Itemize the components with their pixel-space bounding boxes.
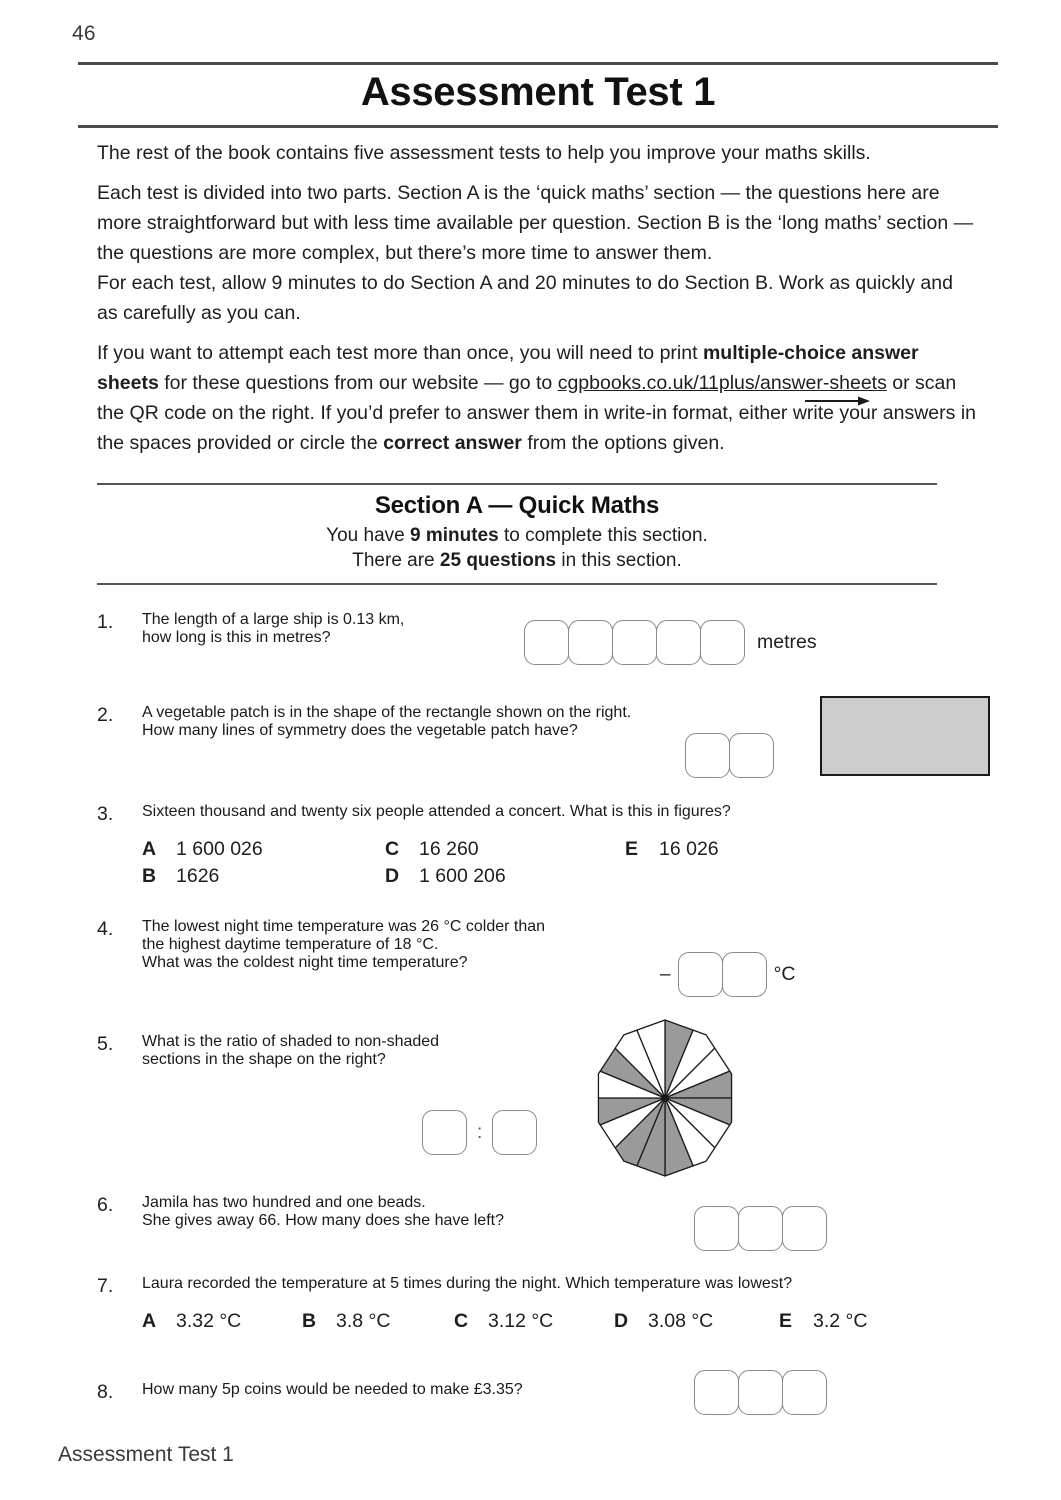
section-rule-bottom: [97, 583, 937, 585]
count-pre: There are: [352, 550, 440, 571]
option-e-letter: E: [625, 838, 639, 860]
intro-p4-line1: If you want to attempt each test more than once, you will need to print: [97, 342, 698, 364]
question-7-number: 7.: [97, 1275, 114, 1297]
question-3-options: [142, 838, 1002, 898]
answer-box[interactable]: [738, 1370, 783, 1415]
ratio-colon: :: [477, 1121, 483, 1143]
answer-box[interactable]: [568, 620, 613, 665]
question-7-options: [142, 1310, 1002, 1342]
answer-box[interactable]: [694, 1206, 739, 1251]
intro-p2-line3: — the questions are more complex, but there’s more time to answer them.: [97, 212, 974, 264]
question-2-number: 2.: [97, 704, 114, 726]
intro-p4-line4: If you’d prefer to answer them in write-in format, either write your answers: [320, 402, 956, 424]
shaded-polygon-figure: [592, 1018, 738, 1178]
question-2-text: [142, 704, 631, 740]
question-8-answer-row: [694, 1370, 827, 1415]
q8-line1: How many 5p coins would be needed to make £3.35?: [142, 1381, 523, 1398]
option-e-value: 3.2 °C: [813, 1310, 868, 1332]
question-1-unit-label: metres: [757, 631, 817, 653]
time-bold: 9 minutes: [410, 525, 499, 546]
option-b[interactable]: [142, 865, 219, 888]
question-8-number: 8.: [97, 1381, 114, 1403]
option-a-letter: A: [142, 1310, 157, 1332]
section-time-line: [97, 523, 937, 548]
vegetable-patch-rectangle-figure: [820, 696, 990, 776]
answer-sheets-bold: multiple-choice answer sheets: [97, 342, 919, 394]
option-a[interactable]: [142, 838, 263, 861]
answer-box[interactable]: [782, 1206, 827, 1251]
answer-box[interactable]: [612, 620, 657, 665]
answer-box[interactable]: [700, 620, 745, 665]
question-6-number: 6.: [97, 1194, 114, 1216]
title-rule-bottom: [78, 125, 998, 128]
option-d[interactable]: [385, 865, 506, 888]
section-a-header: [97, 492, 937, 573]
q2-line2: How many lines of symmetry does the vegetable patch have?: [142, 722, 578, 739]
page-footer: Assessment Test 1: [58, 1443, 234, 1466]
title-rule-top: [78, 62, 998, 65]
intro-p2-line2: more straightforward but with less time available per question. Section B is the ‘long maths’ section: [97, 212, 949, 234]
option-d-value: 3.08 °C: [648, 1310, 714, 1332]
section-rule-top: [97, 483, 937, 485]
time-pre: You have: [326, 525, 410, 546]
answer-box[interactable]: [524, 620, 569, 665]
ratio-box-right[interactable]: [492, 1110, 537, 1155]
intro-p1-line: The rest of the book contains five assessment tests to help you improve your maths skills.: [97, 142, 871, 164]
section-count-line: [97, 548, 937, 573]
intro-p3-line2: Work as quickly and as carefully as you can.: [97, 272, 953, 324]
option-c-value: 3.12 °C: [488, 1310, 554, 1332]
qr-arrow-icon: [805, 395, 870, 407]
question-1-answer-row: [524, 620, 817, 665]
count-post: in this section.: [556, 550, 682, 571]
option-a-value: 1 600 026: [176, 838, 263, 860]
q7-line1: Laura recorded the temperature at 5 times during the night. Which temperature was lowest?: [142, 1275, 793, 1292]
option-a-letter: A: [142, 838, 157, 860]
option-b-letter: B: [302, 1310, 317, 1332]
question-4-number: 4.: [97, 918, 114, 940]
option-b-letter: B: [142, 865, 157, 887]
correct-answer-bold: correct answer: [383, 432, 522, 454]
question-1-text: [142, 611, 404, 647]
question-2-answer-row: [685, 733, 774, 778]
option-c-letter: C: [385, 838, 400, 860]
negative-sign: –: [660, 963, 671, 985]
qr-suffix: or scan the QR code on the right.: [97, 372, 957, 424]
option-d-letter: D: [614, 1310, 629, 1332]
answer-box[interactable]: [782, 1370, 827, 1415]
answer-box[interactable]: [694, 1370, 739, 1415]
option-b-value: 3.8 °C: [336, 1310, 391, 1332]
option-e[interactable]: [625, 838, 719, 861]
option-c-value: 16 260: [419, 838, 479, 860]
question-4-text: [142, 918, 545, 972]
circle-prefix: in the spaces provided or circle the: [97, 402, 976, 454]
q6-line1: Jamila has two hundred and one beads.: [142, 1194, 426, 1211]
option-d[interactable]: [614, 1310, 713, 1333]
intro-paragraph-2: [97, 178, 977, 268]
question-7-text: [142, 1275, 792, 1293]
option-d-value: 1 600 206: [419, 865, 506, 887]
option-c[interactable]: [454, 1310, 553, 1333]
question-5-text: [142, 1033, 439, 1069]
answer-sheets-link[interactable]: cgpbooks.co.uk/11plus/answer-sheets: [557, 372, 887, 394]
question-3-number: 3.: [97, 803, 114, 825]
q4-line1: The lowest night time temperature was 26 °C colder than: [142, 918, 546, 935]
question-5-ratio-row: [422, 1110, 537, 1155]
q5-line2: sections in the shape on the right?: [142, 1051, 386, 1068]
section-title: Section A — Quick Maths: [374, 492, 660, 519]
option-c-letter: C: [454, 1310, 469, 1332]
option-e-letter: E: [779, 1310, 793, 1332]
option-a-value: 3.32 °C: [176, 1310, 242, 1332]
option-a[interactable]: [142, 1310, 241, 1333]
count-bold: 25 questions: [439, 550, 557, 571]
question-3-text: [142, 803, 731, 821]
q3-line1: Sixteen thousand and twenty six people attended a concert. What is this in figures?: [142, 803, 731, 820]
page-number: 46: [72, 22, 96, 45]
option-d-letter: D: [385, 865, 400, 887]
q6-line2: She gives away 66. How many does she have left?: [142, 1212, 504, 1229]
question-1-number: 1.: [97, 611, 114, 633]
intro-p3-line1: For each test, allow 9 minutes to do Section A and 20 minutes to do Section B.: [97, 272, 774, 294]
q5-line1: What is the ratio of shaded to non-shaded: [142, 1033, 440, 1050]
page-title: Assessment Test 1: [360, 70, 716, 114]
answer-sheets-rest: for these questions from our website: [158, 372, 479, 394]
question-8-text: [142, 1381, 523, 1399]
answer-box[interactable]: [729, 733, 774, 778]
q1-line2: how long is this in metres?: [142, 629, 331, 646]
question-6-text: [142, 1194, 504, 1230]
answer-box[interactable]: [685, 733, 730, 778]
intro-p2-line1: Each test is divided into two parts. Section A is the ‘quick maths’ section — the questions here are: [97, 182, 940, 204]
circle-suffix: from the options given.: [521, 432, 725, 454]
question-5-number: 5.: [97, 1033, 114, 1055]
answer-box[interactable]: [678, 952, 723, 997]
goto-prefix: — go to: [483, 372, 558, 394]
question-4-unit-label: °C: [773, 963, 796, 985]
answer-box[interactable]: [722, 952, 767, 997]
q1-line1: The length of a large ship is 0.13 km,: [142, 611, 405, 628]
option-e-value: 16 026: [659, 838, 719, 860]
option-b-value: 1626: [176, 865, 220, 887]
question-4-answer-row: [660, 952, 795, 997]
ratio-box-left[interactable]: [422, 1110, 467, 1155]
q4-line2: the highest daytime temperature of 18 °C.: [142, 936, 439, 953]
option-e[interactable]: [779, 1310, 867, 1333]
time-post: to complete this section.: [498, 525, 708, 546]
intro-paragraph-1: [97, 138, 977, 168]
q2-line1: A vegetable patch is in the shape of the rectangle shown on the right.: [142, 704, 632, 721]
q4-line3: What was the coldest night time temperature?: [142, 954, 468, 971]
intro-paragraph-3: [97, 268, 977, 328]
answer-box[interactable]: [656, 620, 701, 665]
option-c[interactable]: [385, 838, 479, 861]
answer-box[interactable]: [738, 1206, 783, 1251]
option-b[interactable]: [302, 1310, 390, 1333]
question-6-answer-row: [694, 1206, 827, 1251]
